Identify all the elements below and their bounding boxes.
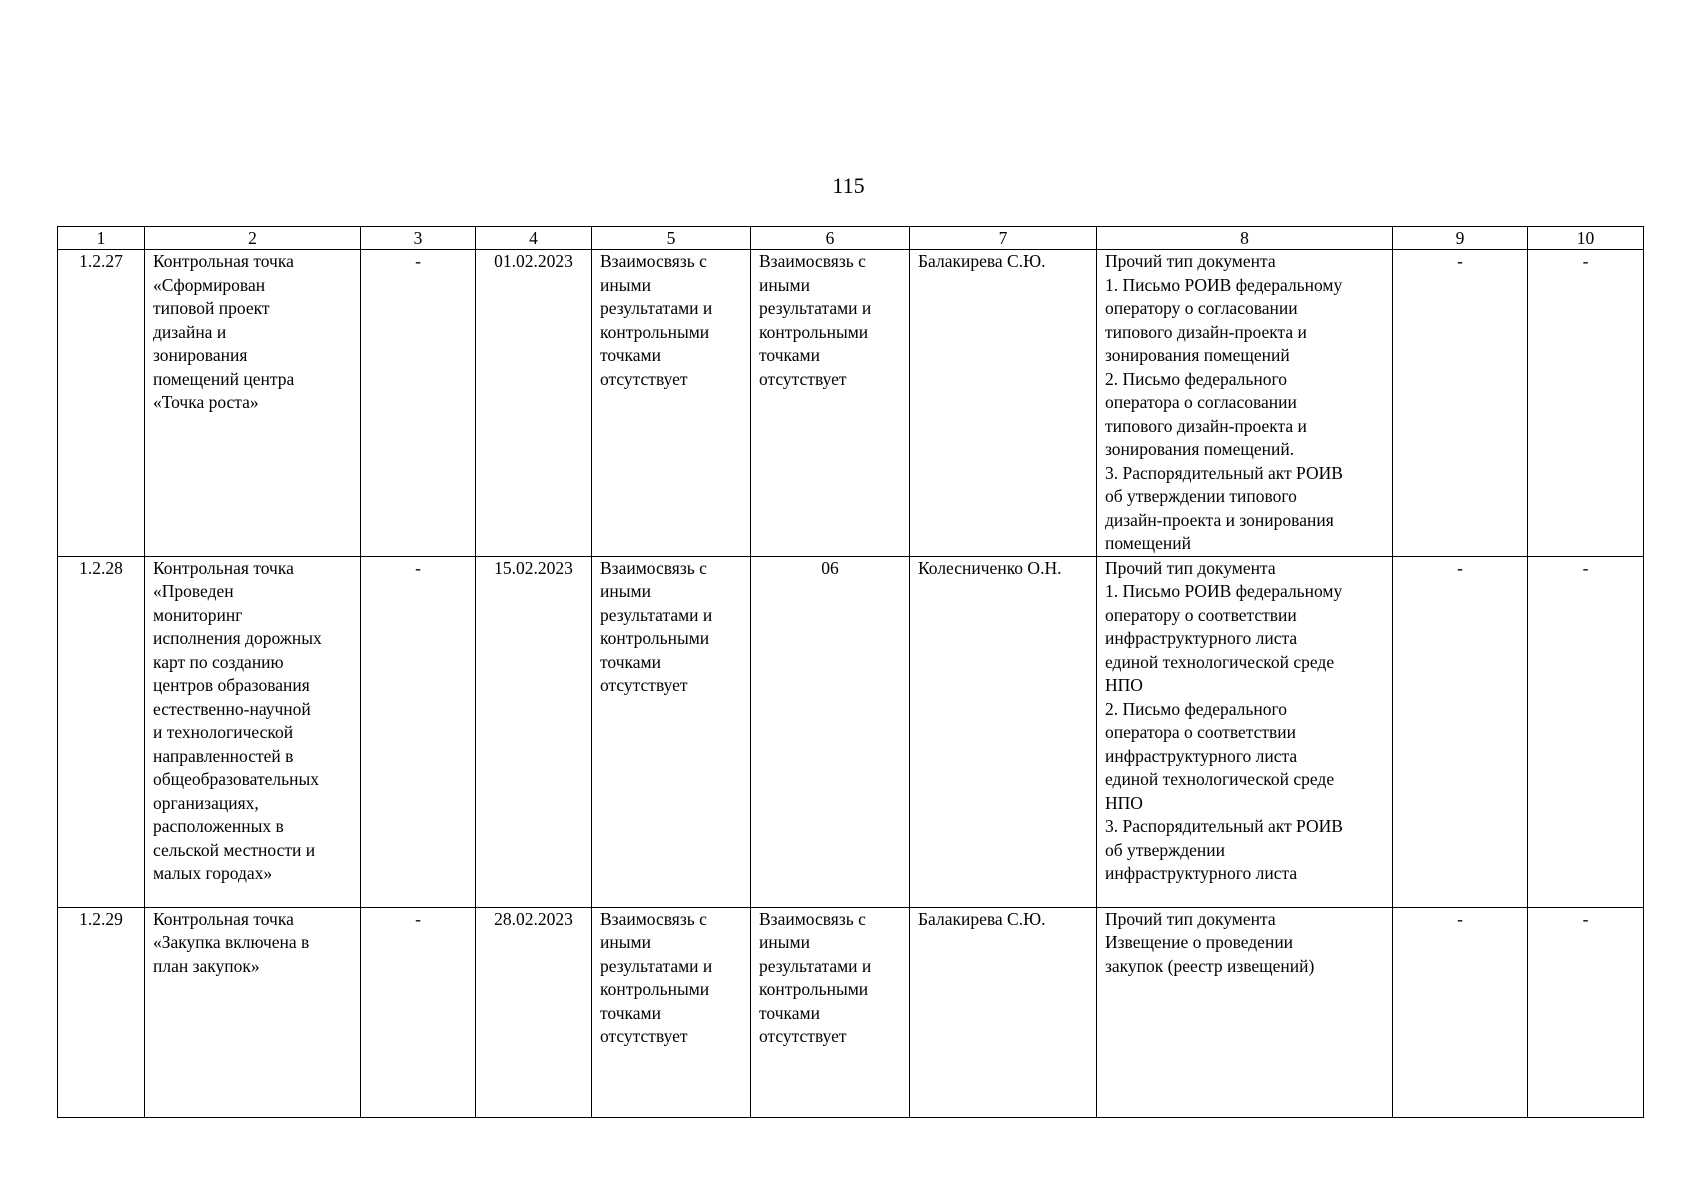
column-3-value: - <box>361 556 476 907</box>
column-header: 8 <box>1097 227 1393 250</box>
column-header: 7 <box>910 227 1097 250</box>
column-header: 9 <box>1393 227 1528 250</box>
table-row <box>58 250 1644 557</box>
column-5-value: Взаимосвязь с иными результатами и контрольными точками отсутствует <box>592 250 751 557</box>
control-point-name: Контрольная точка «Закупка включена в план закупок» <box>145 907 361 1117</box>
column-header: 6 <box>751 227 910 250</box>
row-number: 1.2.27 <box>58 250 145 557</box>
control-point-name: Контрольная точка «Проведен мониторинг исполнения дорожных карт по созданию центров образования естественно-научной и технологической направленностей в общеобразовательных организациях, расположенных в сельской местности и малых городах» <box>145 556 361 907</box>
row-number: 1.2.28 <box>58 556 145 907</box>
due-date: 28.02.2023 <box>476 907 592 1117</box>
column-3-value: - <box>361 907 476 1117</box>
column-header: 4 <box>476 227 592 250</box>
document-description: Прочий тип документа 1. Письмо РОИВ федеральному оператору о соответствии инфраструктурного листа единой технологической среде НПО 2. Письмо федерального оператора о соответствии инфраструктурного листа единой технологической среде НПО 3. Распорядительный акт РОИВ об утверждении инфраструктурного листа <box>1097 556 1393 907</box>
column-6-value: 06 <box>751 556 910 907</box>
responsible-person: Балакирева С.Ю. <box>910 907 1097 1117</box>
column-6-value: Взаимосвязь с иными результатами и контрольными точками отсутствует <box>751 250 910 557</box>
column-5-value: Взаимосвязь с иными результатами и контрольными точками отсутствует <box>592 556 751 907</box>
column-9-value: - <box>1393 556 1528 907</box>
column-10-value: - <box>1528 907 1644 1117</box>
column-6-value: Взаимосвязь с иными результатами и контрольными точками отсутствует <box>751 907 910 1117</box>
plan-table <box>57 226 1644 1118</box>
responsible-person: Балакирева С.Ю. <box>910 250 1097 557</box>
table-row <box>58 907 1644 1117</box>
table-row <box>58 556 1644 907</box>
column-10-value: - <box>1528 556 1644 907</box>
due-date: 01.02.2023 <box>476 250 592 557</box>
column-3-value: - <box>361 250 476 557</box>
column-number-row <box>58 227 1644 250</box>
responsible-person: Колесниченко О.Н. <box>910 556 1097 907</box>
column-10-value: - <box>1528 250 1644 557</box>
row-number: 1.2.29 <box>58 907 145 1117</box>
column-header: 3 <box>361 227 476 250</box>
column-header: 5 <box>592 227 751 250</box>
document-description: Прочий тип документа 1. Письмо РОИВ федеральному оператору о согласовании типового дизайн-проекта и зонирования помещений 2. Письмо федерального оператора о согласовании типового дизайн-проекта и зонирования помещений. 3. Распорядительный акт РОИВ об утверждении типового дизайн-проекта и зонирования помещений <box>1097 250 1393 557</box>
due-date: 15.02.2023 <box>476 556 592 907</box>
document-description: Прочий тип документа Извещение о проведении закупок (реестр извещений) <box>1097 907 1393 1117</box>
page-number: 115 <box>832 173 865 198</box>
column-9-value: - <box>1393 250 1528 557</box>
column-header: 2 <box>145 227 361 250</box>
control-point-name: Контрольная точка «Сформирован типовой проект дизайна и зонирования помещений центра «Точка роста» <box>145 250 361 557</box>
column-header: 10 <box>1528 227 1644 250</box>
column-9-value: - <box>1393 907 1528 1117</box>
column-header: 1 <box>58 227 145 250</box>
column-5-value: Взаимосвязь с иными результатами и контрольными точками отсутствует <box>592 907 751 1117</box>
